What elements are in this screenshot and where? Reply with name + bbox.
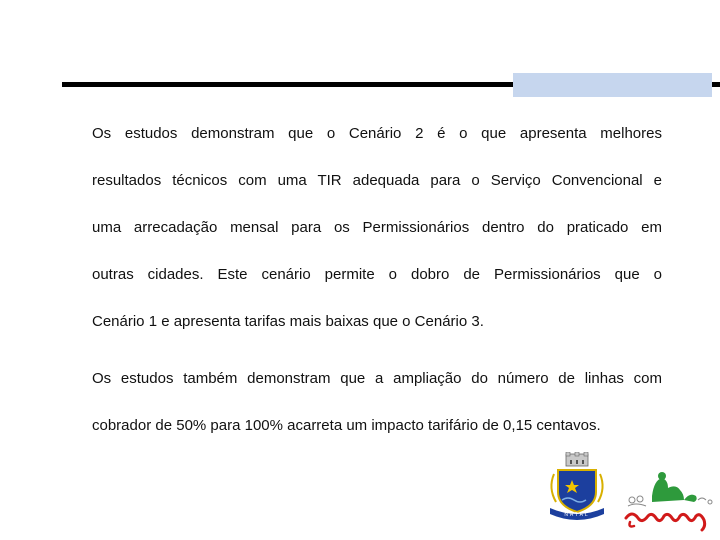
- paragraph-2: [92, 363, 662, 457]
- text-line: uma arrecadação mensal para os Permissionários dentro do praticado em: [92, 219, 662, 236]
- slide-body: [92, 118, 662, 457]
- svg-text:NATAL: NATAL: [564, 512, 590, 518]
- text-line: Cenário 1 e apresenta tarifas mais baixas que o Cenário 3.: [92, 313, 484, 330]
- text-line: Os estudos demonstram que o Cenário 2 é o que apresenta melhores: [92, 125, 662, 142]
- footer-logos: [540, 452, 720, 540]
- paragraph-1: [92, 118, 662, 353]
- city-brand-logo: [624, 466, 716, 538]
- natal-crest-logo: [544, 452, 612, 522]
- header-accent-box: [513, 73, 712, 97]
- text-line: resultados técnicos com uma TIR adequada para o Serviço Convencional e: [92, 172, 662, 189]
- text-line: Os estudos também demonstram que a ampliação do número de linhas com: [92, 370, 662, 387]
- text-line: outras cidades. Este cenário permite o dobro de Permissionários que o: [92, 266, 662, 283]
- text-line: cobrador de 50% para 100% acarreta um impacto tarifário de 0,15 centavos.: [92, 417, 601, 434]
